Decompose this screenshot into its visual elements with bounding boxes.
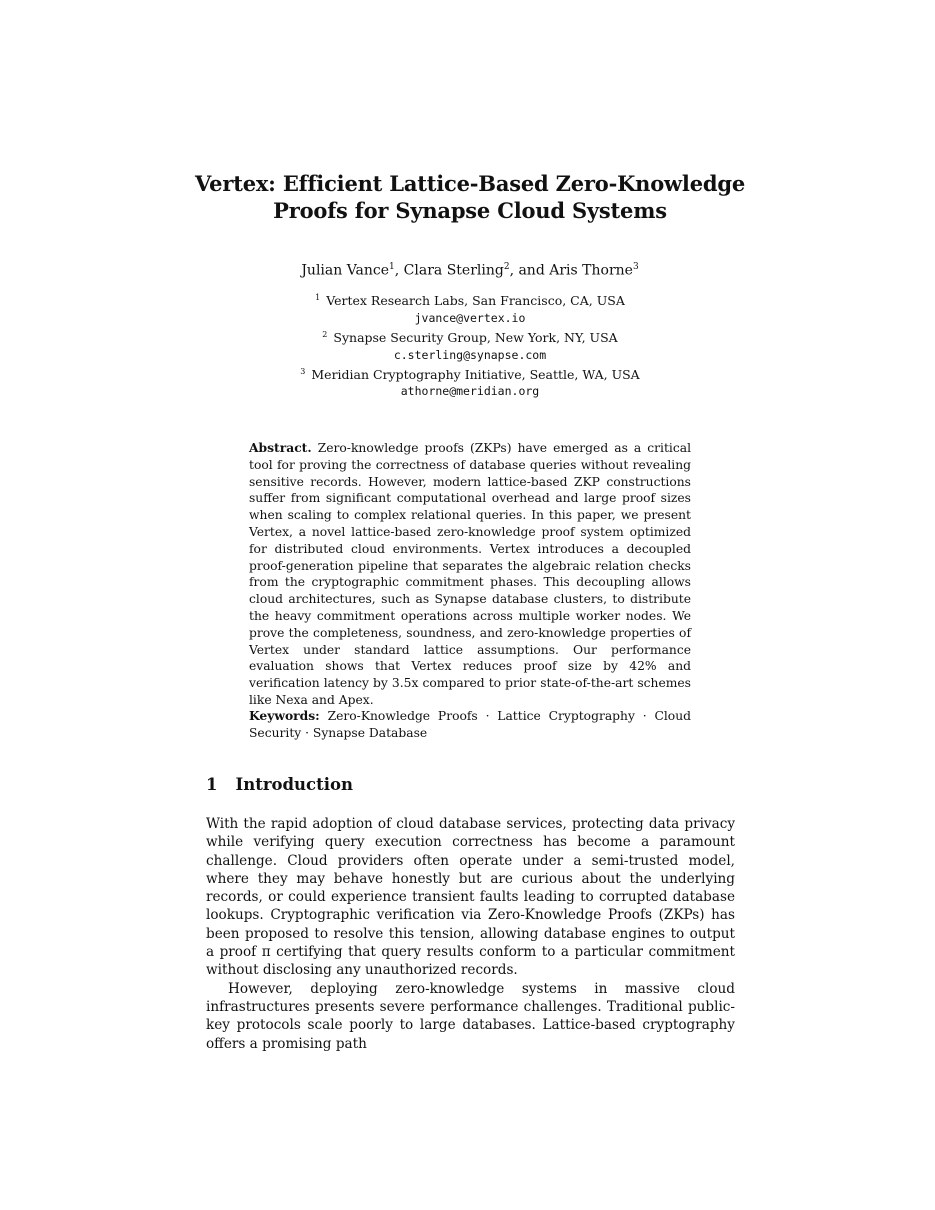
affiliation [160,327,780,347]
author-name: Clara Sterling [403,262,504,279]
body-paragraph: With the rapid adoption of cloud database services, protecting data privacy while verifying query execution correctness has become a paramount challenge. Cloud providers often operate under a semi-trusted model, where they may behave honestly but are curious about the underlying records, or could experience transient faults leading to corrupted database lookups. Cryptographic verification via Zero-Knowledge Proofs (ZKPs) has been proposed to resolve this tension, allowing database engines to output a proof π certifying that query results conform to a particular commitment without disclosing any unauthorized records. [206,816,735,979]
author-name: Julian Vance [301,262,390,279]
author-list [160,257,780,281]
affiliation [160,364,780,384]
author-email: athorne@meridian.org [400,384,540,399]
affiliation-mark: 1 [315,293,321,302]
author-affiliation-mark: 3 [632,262,639,272]
author-email: c.sterling@synapse.com [393,347,547,362]
affiliation-text: Meridian Cryptography Initiative, Seattle, WA, USA [311,366,640,382]
affiliation [160,290,780,310]
author-name: Aris Thorne [549,262,633,279]
section-title: Introduction [235,775,353,794]
abstract [249,440,691,709]
author-separator: , and [509,262,550,279]
affiliation-mark: 3 [300,366,306,376]
paper-title-line-2: Proofs for Synapse Cloud Systems [273,198,667,223]
author-email: jvance@vertex.io [414,310,526,325]
body-paragraph: However, deploying zero-knowledge systems in massive cloud infrastructures presents severe performance challenges. Traditional public-key protocols scale poorly to large databases. Lattice-based cryptography offers a promising path [206,980,735,1052]
affiliation-mark: 2 [322,329,328,339]
keywords-text: Zero-Knowledge Proofs · Lattice Cryptography · Cloud Security · Synapse Database [249,709,691,740]
author-separator: , [394,262,404,279]
author-affiliation-mark: 2 [503,262,510,272]
abstract-label: Abstract. [249,440,312,455]
paper-title [160,170,780,224]
section-number: 1 [206,775,218,794]
introduction-body [206,815,735,1053]
affiliation-list [160,290,780,400]
paper-title-line-1: Vertex: Efficient Lattice-Based Zero-Knowledge [195,171,745,196]
keywords-label: Keywords: [249,708,320,723]
affiliation-text: Synapse Security Group, New York, NY, USA [333,329,618,345]
affiliation-text: Vertex Research Labs, San Francisco, CA, USA [326,293,625,309]
author-affiliation-mark: 1 [389,262,395,272]
keywords [249,708,691,742]
section-heading-introduction [206,774,353,796]
abstract-text: Zero-knowledge proofs (ZKPs) have emerged as a critical tool for proving the correctness of database queries without revealing sensitive records. However, modern lattice-based ZKP constructions suffer from significant computational overhead and large proof sizes when scaling to complex relational queries. In this paper, we present Vertex, a novel lattice-based zero-knowledge proof system optimized for distributed cloud environments. Vertex introduces a decoupled proof-generation pipeline that separates the algebraic relation checks from the cryptographic commitment phases. This decoupling allows cloud architectures, such as Synapse database clusters, to distribute the heavy commitment operations across multiple worker nodes. We prove the completeness, soundness, and zero-knowledge properties of Vertex under standard lattice assumptions. Our performance evaluation shows that Vertex reduces proof size by 42% and verification latency by 3.5x compared to prior state-of-the-art schemes like Nexa and Apex. [249,441,691,707]
